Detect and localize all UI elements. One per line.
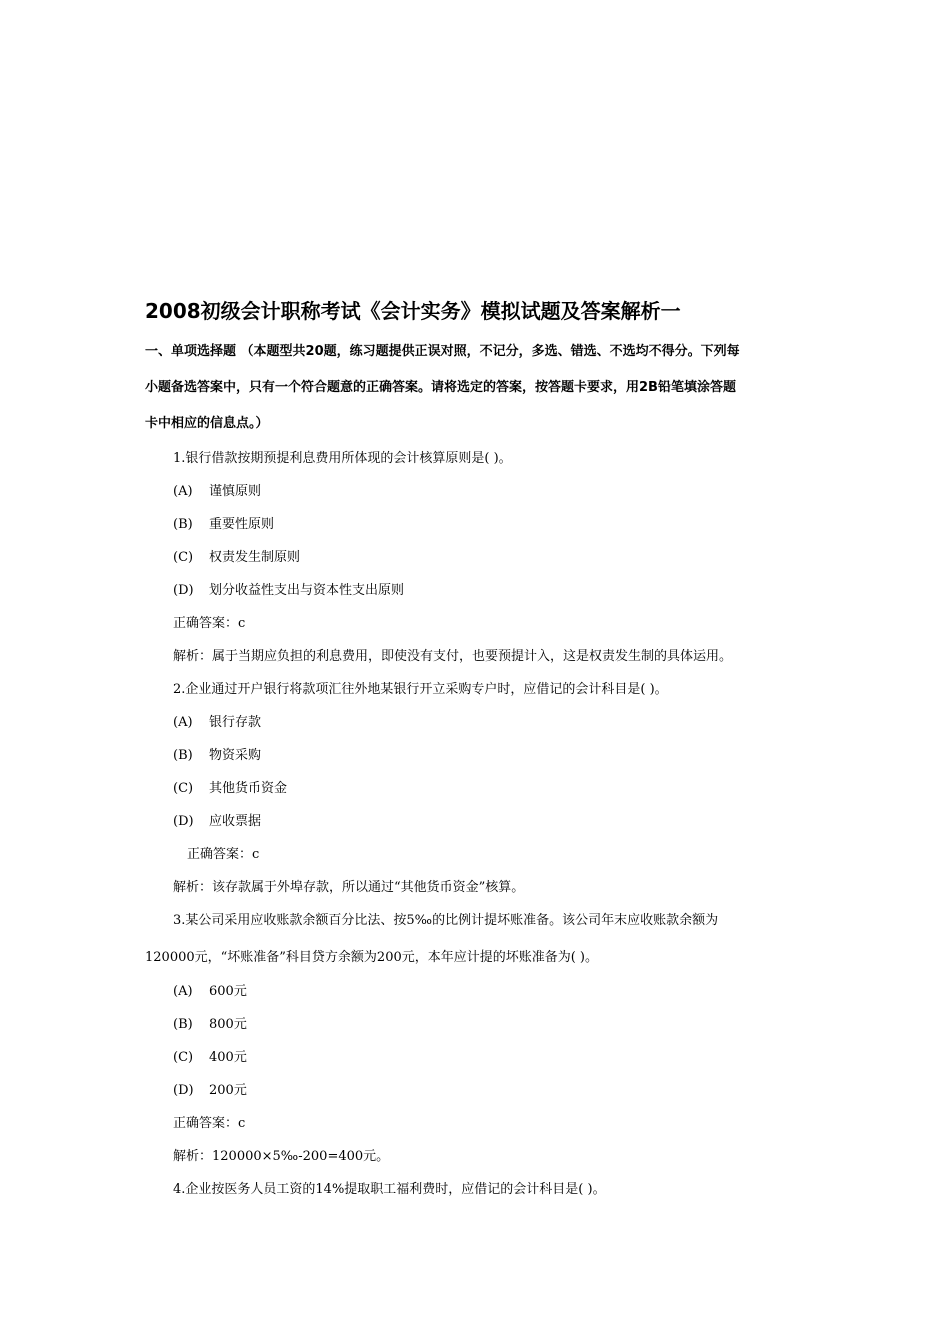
question-1-analysis: 解析：属于当期应负担的利息费用，即使没有支付，也要预提计入，这是权责发生制的具体运用。 (173, 649, 733, 664)
question-2-analysis: 解析：该存款属于外埠存款，所以通过“其他货币资金”核算。 (173, 880, 525, 895)
section-intro-line-2: 小题备选答案中，只有一个符合题意的正确答案。请将选定的答案，按答题卡要求，用2B铅笔填涂答题 (145, 380, 736, 395)
question-2-answer: 正确答案：c (187, 847, 260, 862)
option-text: 应收票据 (209, 814, 262, 829)
option-letter: (D) (173, 1083, 194, 1098)
option-letter: (D) (173, 583, 194, 598)
option-text: 其他货币资金 (209, 781, 288, 796)
question-3-option-b (173, 1015, 247, 1035)
section-intro-line-1: 一、单项选择题 （本题型共20题，练习题提供正误对照，不记分，多选、错选、不选均不得分。下列每 (145, 344, 740, 359)
question-2-option-a (173, 713, 261, 733)
option-text: 划分收益性支出与资本性支出原则 (209, 583, 405, 598)
option-letter: (D) (173, 814, 194, 829)
question-2-option-d (173, 812, 261, 832)
option-letter: (B) (173, 517, 193, 532)
option-text: 600元 (209, 984, 247, 999)
question-3-option-c (173, 1048, 247, 1068)
option-letter: (C) (173, 781, 194, 796)
question-1-option-b (173, 515, 274, 535)
option-text: 重要性原则 (209, 517, 275, 532)
question-1-option-a (173, 482, 261, 502)
question-1-option-d (173, 581, 404, 601)
option-text: 400元 (209, 1050, 247, 1065)
question-1-stem: 1.银行借款按期预提利息费用所体现的会计核算原则是( )。 (173, 451, 512, 466)
option-letter: (B) (173, 748, 193, 763)
document-title: 2008初级会计职称考试《会计实务》模拟试题及答案解析一 (145, 299, 681, 323)
question-3-stem: 3.某公司采用应收账款余额百分比法、按5‰的比例计提坏账准备。该公司年末应收账款余额为 (173, 913, 719, 928)
question-2-option-b (173, 746, 261, 766)
question-3-stem-continued: 120000元，“坏账准备”科目贷方余额为200元，本年应计提的坏账准备为( )。 (145, 950, 599, 965)
question-3-answer: 正确答案：c (173, 1116, 246, 1131)
section-intro-line-3: 卡中相应的信息点。） (145, 416, 269, 431)
option-letter: (A) (173, 484, 193, 499)
question-1-option-c (173, 548, 300, 568)
option-letter: (A) (173, 715, 193, 730)
option-letter: (C) (173, 550, 194, 565)
question-3-option-d (173, 1081, 247, 1101)
option-text: 银行存款 (209, 715, 262, 730)
question-1-answer: 正确答案：c (173, 616, 246, 631)
option-letter: (A) (173, 984, 193, 999)
option-letter: (C) (173, 1050, 194, 1065)
option-text: 200元 (209, 1083, 247, 1098)
question-2-stem: 2.企业通过开户银行将款项汇往外地某银行开立采购专户时，应借记的会计科目是( )。 (173, 682, 668, 697)
option-text: 800元 (209, 1017, 247, 1032)
option-text: 权责发生制原则 (209, 550, 301, 565)
option-letter: (B) (173, 1017, 193, 1032)
question-3-option-a (173, 982, 247, 1002)
question-2-option-c (173, 779, 287, 799)
option-text: 物资采购 (209, 748, 262, 763)
option-text: 谨慎原则 (209, 484, 262, 499)
question-3-analysis: 解析：120000×5‰-200=400元。 (173, 1149, 390, 1164)
question-4-stem: 4.企业按医务人员工资的14%提取职工福利费时，应借记的会计科目是( )。 (173, 1182, 606, 1197)
